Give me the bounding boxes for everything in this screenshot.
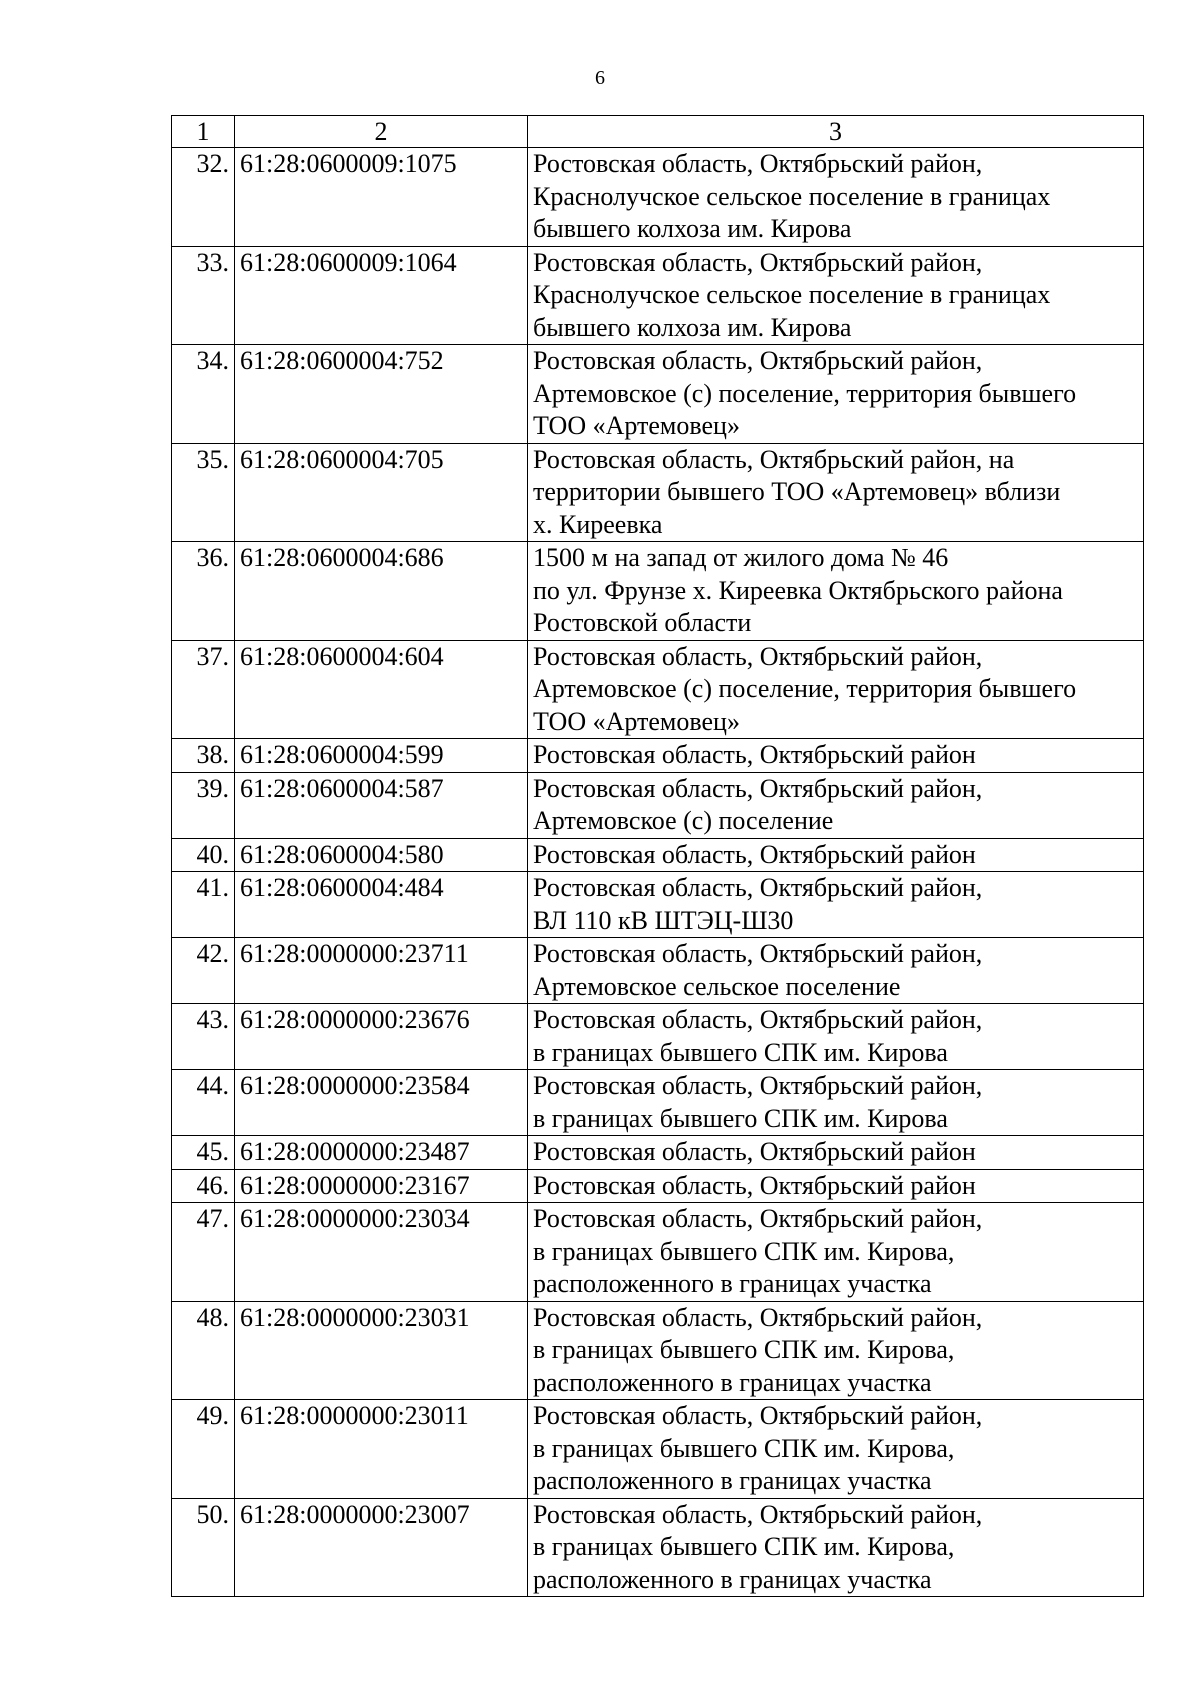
cadastral-number: 61:28:0600004:599 — [235, 739, 528, 773]
table-row — [172, 542, 1144, 641]
cadastral-number: 61:28:0600004:604 — [235, 640, 528, 739]
table-row — [172, 838, 1144, 872]
table-row — [172, 1169, 1144, 1203]
address-line: в границах бывшего СПК им. Кирова, — [533, 1433, 955, 1463]
table-row — [172, 772, 1144, 838]
address-line: в границах бывшего СПК им. Кирова — [533, 1103, 948, 1133]
cadastral-number: 61:28:0000000:23676 — [235, 1004, 528, 1070]
address-line: Артемовское сельское поселение — [533, 971, 901, 1001]
table-row — [172, 938, 1144, 1004]
address-line: Ростовская область, Октябрьский район, — [533, 149, 983, 178]
address-line: территории бывшего ТОО «Артемовец» вблизи — [533, 477, 1061, 506]
cadastral-number: 61:28:0600004:752 — [235, 345, 528, 444]
address-line: Краснолучское сельское поселение в границах — [533, 181, 1051, 211]
address-cell — [528, 739, 1144, 773]
row-number: 36. — [172, 542, 235, 641]
table-row — [172, 1070, 1144, 1136]
table-row — [172, 148, 1144, 247]
address-line: Ростовская область, Октябрьский район, — [533, 773, 983, 803]
cadastral-number: 61:28:0000000:23031 — [235, 1301, 528, 1400]
address-line: Артемовское (с) поселение — [533, 806, 834, 835]
address-line: ТОО «Артемовец» — [533, 706, 740, 736]
row-number: 48. — [172, 1301, 235, 1400]
address-cell — [528, 1004, 1144, 1070]
table-row — [172, 246, 1144, 345]
address-line: Артемовское (с) поселение, территория бывшего — [533, 674, 1077, 703]
address-cell — [528, 838, 1144, 872]
address-line: 1500 м на запад от жилого дома № 46 — [533, 543, 949, 572]
row-number: 34. — [172, 345, 235, 444]
cadastral-number: 61:28:0000000:23011 — [235, 1400, 528, 1499]
cadastral-number: 61:28:0000000:23034 — [235, 1203, 528, 1302]
table-row — [172, 739, 1144, 773]
row-number: 32. — [172, 148, 235, 247]
cadastral-number: 61:28:0600004:580 — [235, 838, 528, 872]
table-row — [172, 1400, 1144, 1499]
row-number: 33. — [172, 246, 235, 345]
row-number: 45. — [172, 1136, 235, 1170]
address-cell — [528, 1136, 1144, 1170]
row-number: 41. — [172, 872, 235, 938]
address-line: Ростовская область, Октябрьский район, — [533, 1071, 983, 1100]
address-line: в границах бывшего СПК им. Кирова, — [533, 1335, 955, 1364]
address-line: Ростовская область, Октябрьский район, — [533, 1005, 983, 1034]
address-line: Ростовская область, Октябрьский район, — [533, 641, 983, 671]
row-number: 39. — [172, 772, 235, 838]
cadastral-number: 61:28:0600009:1075 — [235, 148, 528, 247]
cadastral-number: 61:28:0600004:587 — [235, 772, 528, 838]
address-line: расположенного в границах участка — [533, 1564, 932, 1594]
cadastral-number: 61:28:0600004:686 — [235, 542, 528, 641]
cadastral-number: 61:28:0600004:705 — [235, 443, 528, 542]
table-header — [172, 116, 1144, 148]
address-line: Ростовская область, Октябрьский район, — [533, 1204, 983, 1233]
address-line: бывшего колхоза им. Кирова — [533, 312, 852, 342]
address-line: Ростовская область, Октябрьский район — [533, 740, 976, 769]
row-number: 42. — [172, 938, 235, 1004]
address-line: Краснолучское сельское поселение в границах — [533, 280, 1051, 309]
row-number: 35. — [172, 443, 235, 542]
row-number: 46. — [172, 1169, 235, 1203]
address-line: расположенного в границах участка — [533, 1269, 932, 1298]
cadastral-number: 61:28:0000000:23007 — [235, 1498, 528, 1597]
address-cell — [528, 1203, 1144, 1302]
address-line: Ростовская область, Октябрьский район — [533, 1137, 976, 1166]
cadastral-number: 61:28:0600009:1064 — [235, 246, 528, 345]
address-cell — [528, 542, 1144, 641]
address-cell — [528, 1498, 1144, 1597]
header-col-cadastral: 2 — [235, 116, 528, 148]
address-line: ТОО «Артемовец» — [533, 411, 740, 440]
address-cell — [528, 772, 1144, 838]
cadastral-number: 61:28:0000000:23711 — [235, 938, 528, 1004]
cadastral-number: 61:28:0000000:23167 — [235, 1169, 528, 1203]
table-row — [172, 1301, 1144, 1400]
row-number: 38. — [172, 739, 235, 773]
row-number: 40. — [172, 838, 235, 872]
address-cell — [528, 148, 1144, 247]
address-line: Ростовская область, Октябрьский район — [533, 1170, 976, 1200]
address-cell — [528, 246, 1144, 345]
header-row — [172, 116, 1144, 148]
address-line: х. Киреевка — [533, 509, 663, 539]
table-row — [172, 1136, 1144, 1170]
address-line: ВЛ 110 кВ ШТЭЦ-Ш30 — [533, 905, 794, 935]
address-line: расположенного в границах участка — [533, 1466, 932, 1495]
address-line: расположенного в границах участка — [533, 1367, 932, 1397]
address-cell — [528, 345, 1144, 444]
header-col-address: 3 — [528, 116, 1144, 148]
address-cell — [528, 1400, 1144, 1499]
address-cell — [528, 872, 1144, 938]
address-cell — [528, 1301, 1144, 1400]
address-line: Ростовская область, Октябрьский район, — [533, 1401, 983, 1430]
address-cell — [528, 1169, 1144, 1203]
land-plots-table — [171, 115, 1144, 1597]
address-line: бывшего колхоза им. Кирова — [533, 214, 852, 243]
address-line: Ростовская область, Октябрьский район, — [533, 939, 983, 968]
table-row — [172, 345, 1144, 444]
row-number: 50. — [172, 1498, 235, 1597]
address-line: Ростовская область, Октябрьский район, — [533, 873, 983, 902]
table-body — [172, 148, 1144, 1597]
row-number: 49. — [172, 1400, 235, 1499]
address-line: Ростовская область, Октябрьский район, — [533, 1499, 983, 1529]
address-line: по ул. Фрунзе х. Киреевка Октябрьского района — [533, 575, 1063, 605]
address-line: Ростовская область, Октябрьский район, — [533, 1302, 983, 1332]
table-row — [172, 1203, 1144, 1302]
address-line: Ростовская область, Октябрьский район, на — [533, 444, 1015, 474]
cadastral-number: 61:28:0600004:484 — [235, 872, 528, 938]
address-cell — [528, 938, 1144, 1004]
row-number: 37. — [172, 640, 235, 739]
address-line: Ростовская область, Октябрьский район — [533, 839, 976, 869]
row-number: 47. — [172, 1203, 235, 1302]
address-cell — [528, 443, 1144, 542]
row-number: 43. — [172, 1004, 235, 1070]
table-row — [172, 443, 1144, 542]
address-line: в границах бывшего СПК им. Кирова, — [533, 1236, 955, 1266]
address-line: в границах бывшего СПК им. Кирова — [533, 1037, 948, 1067]
cadastral-number: 61:28:0000000:23487 — [235, 1136, 528, 1170]
table-row — [172, 872, 1144, 938]
table-row — [172, 1498, 1144, 1597]
table-row — [172, 640, 1144, 739]
row-number: 44. — [172, 1070, 235, 1136]
address-line: в границах бывшего СПК им. Кирова, — [533, 1532, 955, 1561]
address-cell — [528, 640, 1144, 739]
cadastral-number: 61:28:0000000:23584 — [235, 1070, 528, 1136]
address-line: Артемовское (с) поселение, территория бывшего — [533, 378, 1077, 408]
table-row — [172, 1004, 1144, 1070]
address-line: Ростовская область, Октябрьский район, — [533, 247, 983, 277]
address-line: Ростовской области — [533, 608, 752, 637]
header-col-number: 1 — [172, 116, 235, 148]
page-number: 6 — [595, 67, 605, 89]
address-line: Ростовская область, Октябрьский район, — [533, 346, 983, 375]
address-cell — [528, 1070, 1144, 1136]
